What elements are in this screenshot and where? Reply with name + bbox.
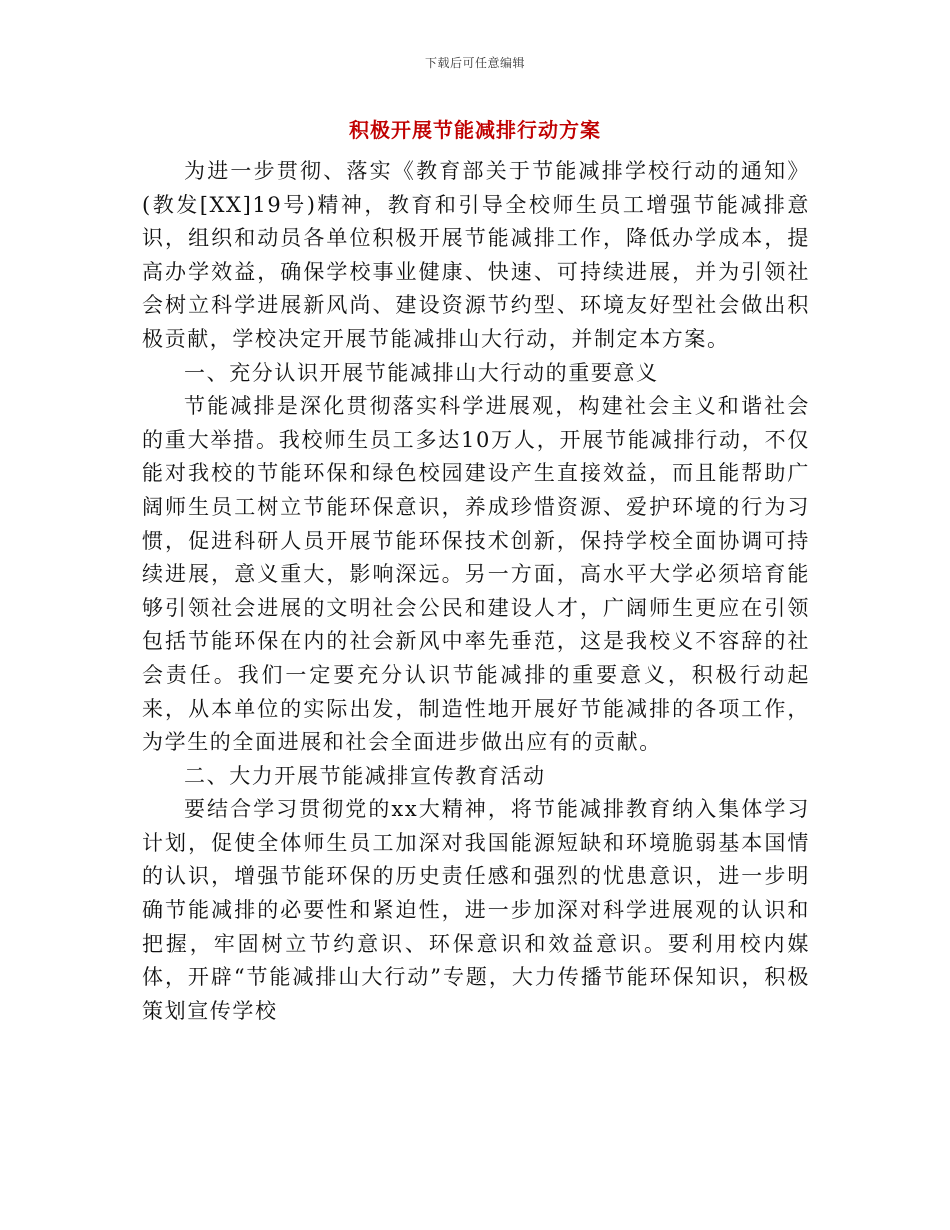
paragraph-section-2: 要结合学习贯彻党的xx大精神，将节能减排教育纳入集体学习计划，促使全体师生员工加深对我国能源短缺和环境脆弱基本国情的认识，增强节能环保的历史责任感和强烈的忧患意识，进一步明确节能减排的必要性和紧迫性，进一步加深对科学进展观的认识和把握，牢固树立节约意识、环保意识和效益意识。要利用校内媒体，开辟“节能减排山大行动”专题，大力传播节能环保知识，积极策划宣传学校 (142, 797, 810, 1023)
paragraph-section-1: 节能减排是深化贯彻落实科学进展观，构建社会主义和谐社会的重大举措。我校师生员工多达10万人，开展节能减排行动，不仅能对我校的节能环保和绿色校园建设产生直接效益，而且能帮助广阔师生员工树立节能环保意识，养成珍惜资源、爱护环境的行为习惯，促进科研人员开展节能环保技术创新，保持学校全面协调可持续进展，意义重大，影响深远。另一方面，高水平大学必须培育能够引领社会进展的文明社会公民和建设人才，广阔师生更应在引领包括节能环保在内的社会新风中率先垂范，这是我校义不容辞的社会责任。我们一定要充分认识节能减排的重要意义，积极行动起来，从本单位的实际出发，制造性地开展好节能减排的各项工作，为学生的全面进展和社会全面进步做出应有的贡献。 (142, 394, 810, 755)
section-heading-1: 一、充分认识开展节能减排山大行动的重要意义 (184, 360, 659, 385)
document-title: 积极开展节能减排行动方案 (349, 118, 601, 142)
header-note: 下载后可任意编辑 (424, 56, 525, 70)
section-heading-2: 二、大力开展节能减排宣传教育活动 (184, 763, 546, 788)
paragraph-intro: 为进一步贯彻、落实《教育部关于节能减排学校行动的通知》(教发[XX]19号)精神，教育和引导全校师生员工增强节能减排意识，组织和动员各单位积极开展节能减排工作，降低办学成本，提高办学效益，确保学校事业健康、快速、可持续进展，并为引领社会树立科学进展新风尚、建设资源节约型、环境友好型社会做出积极贡献，学校决定开展节能减排山大行动，并制定本方案。 (142, 159, 810, 351)
document-body (142, 155, 810, 1028)
